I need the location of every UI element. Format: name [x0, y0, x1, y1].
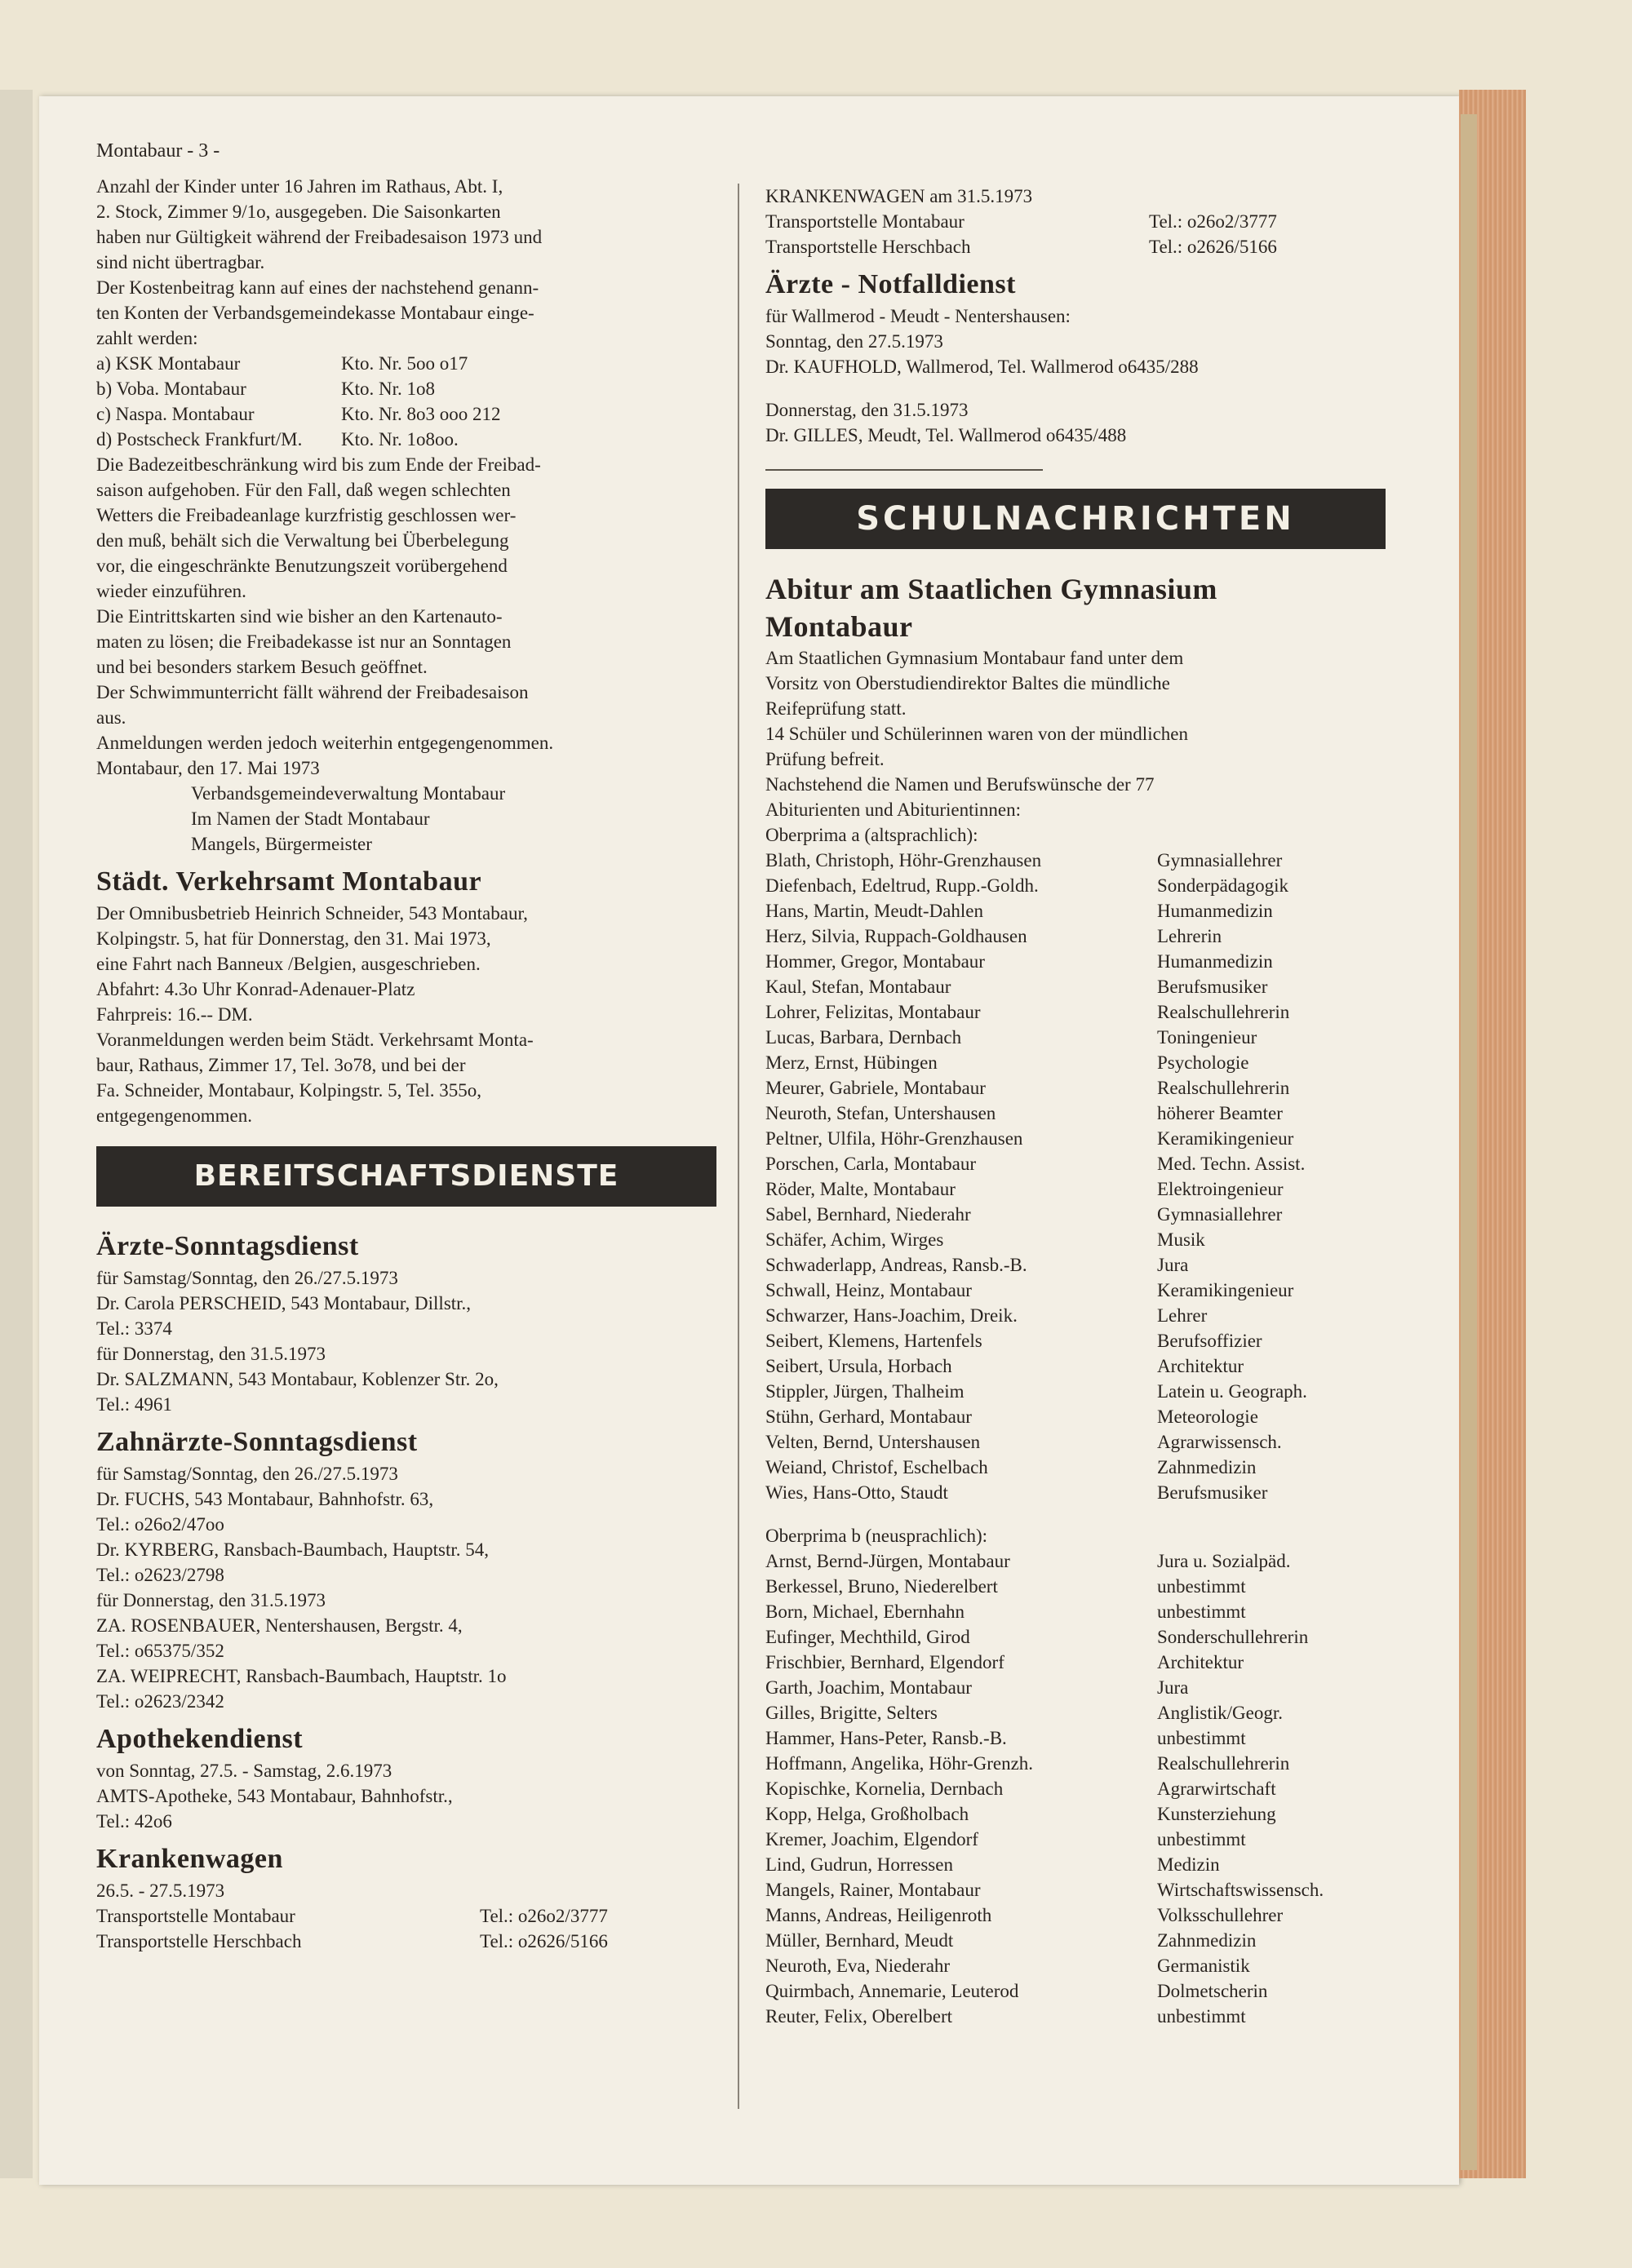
- text-line: Abfahrt: 4.3o Uhr Konrad-Adenauer-Platz: [96, 979, 415, 999]
- student-list-a: [765, 848, 1386, 1505]
- text-line: eine Fahrt nach Banneux /Belgien, ausgeschrieben.: [96, 954, 481, 974]
- student-name: Kopischke, Kornelia, Dernbach: [765, 1779, 1004, 1799]
- career-wish: Berufsoffizier: [1157, 1331, 1262, 1351]
- student-name: Manns, Andreas, Heiligenroth: [765, 1905, 992, 1925]
- section-heading: Montabaur: [765, 610, 913, 643]
- text-line: Oberprima a (altsprachlich):: [765, 825, 978, 845]
- student-name: Lind, Gudrun, Horressen: [765, 1854, 953, 1875]
- list-item: [765, 1548, 1386, 1574]
- text-line: Tel.: 42o6: [96, 1811, 172, 1832]
- student-name: Sabel, Bernhard, Niederahr: [765, 1204, 971, 1225]
- list-item: [765, 873, 1386, 898]
- text-line: Nachstehend die Namen und Berufswünsche der 77: [765, 774, 1155, 795]
- list-item: [765, 1075, 1386, 1101]
- text-line: vor, die eingeschränkte Benutzungszeit vorübergehend: [96, 556, 508, 576]
- list-item: [765, 1801, 1386, 1827]
- career-wish: Psychologie: [1157, 1052, 1249, 1073]
- text-line: aus.: [96, 707, 126, 728]
- schul-banner: SCHULNACHRICHTEN: [765, 489, 1386, 549]
- student-name: Stippler, Jürgen, Thalheim: [765, 1381, 965, 1402]
- student-name: Garth, Joachim, Montabaur: [765, 1677, 972, 1698]
- list-item: [765, 1151, 1386, 1176]
- signature-line: Im Namen der Stadt Montabaur: [191, 808, 430, 829]
- student-name: Quirmbach, Annemarie, Leuterod: [765, 1981, 1019, 2001]
- student-name: Wies, Hans-Otto, Staudt: [765, 1482, 948, 1503]
- account-bank: b) Voba. Montabaur: [96, 379, 246, 399]
- text-line: Reifeprüfung statt.: [765, 698, 907, 719]
- career-wish: Med. Techn. Assist.: [1157, 1154, 1306, 1174]
- text-line: Prüfung befreit.: [765, 749, 885, 769]
- career-wish: Realschullehrerin: [1157, 1002, 1290, 1022]
- text-line: Der Omnibusbetrieb Heinrich Schneider, 543 Montabaur,: [96, 903, 528, 924]
- list-item: [765, 1379, 1386, 1404]
- list-item: [765, 898, 1386, 924]
- text-line: Dr. SALZMANN, 543 Montabaur, Koblenzer Str. 2o,: [96, 1369, 499, 1389]
- text-line: Tel.: o2623/2342: [96, 1691, 224, 1712]
- student-name: Berkessel, Bruno, Niederelbert: [765, 1576, 998, 1597]
- career-wish: Realschullehrerin: [1157, 1753, 1290, 1774]
- career-wish: Agrarwissensch.: [1157, 1432, 1282, 1452]
- text-line: Fahrpreis: 16.-- DM.: [96, 1004, 253, 1025]
- intro-paragraph: [96, 174, 716, 351]
- student-name: Lucas, Barbara, Dernbach: [765, 1027, 962, 1048]
- list-item: [765, 949, 1386, 974]
- signature-line: Verbandsgemeindeverwaltung Montabaur: [191, 783, 506, 804]
- text-line: Der Schwimmunterricht fällt während der Freibadesaison: [96, 682, 529, 702]
- zahn-text: [96, 1461, 716, 1714]
- student-name: Weiand, Christof, Eschelbach: [765, 1457, 988, 1477]
- page-stack-shadow: [1461, 114, 1477, 2170]
- list-item: [765, 1404, 1386, 1429]
- tel-row: [765, 234, 1386, 259]
- list-item: [765, 1953, 1386, 1978]
- tel-place: Transportstelle Herschbach: [765, 237, 971, 257]
- text-line: Dr. Carola PERSCHEID, 543 Montabaur, Dillstr.,: [96, 1293, 472, 1313]
- text-line: KRANKENWAGEN am 31.5.1973: [765, 186, 1033, 206]
- list-item: [765, 924, 1386, 949]
- student-name: Neuroth, Eva, Niederahr: [765, 1956, 951, 1976]
- account-list: [96, 351, 716, 452]
- student-name: Porschen, Carla, Montabaur: [765, 1154, 977, 1174]
- career-wish: Germanistik: [1157, 1956, 1250, 1976]
- list-item: [765, 1700, 1386, 1725]
- student-name: Kremer, Joachim, Elgendorf: [765, 1829, 978, 1849]
- tel-row: [96, 1903, 716, 1929]
- abitur-text: [765, 645, 1386, 848]
- career-wish: Latein u. Geograph.: [1157, 1381, 1307, 1402]
- student-name: Blath, Christoph, Höhr-Grenzhausen: [765, 850, 1042, 870]
- career-wish: Gymnasiallehrer: [1157, 850, 1283, 870]
- list-item: [765, 1126, 1386, 1151]
- list-item: [765, 1202, 1386, 1227]
- tel-number: Tel.: o26o2/3777: [480, 1906, 608, 1926]
- student-name: Seibert, Ursula, Horbach: [765, 1356, 952, 1376]
- account-number: Kto. Nr. 1o8oo.: [341, 429, 459, 450]
- list-item: [765, 1429, 1386, 1455]
- list-item: [765, 1353, 1386, 1379]
- tel-row: [96, 1929, 716, 1954]
- section-heading: Ärzte-Sonntagsdienst: [96, 1231, 359, 1261]
- career-wish: Medizin: [1157, 1854, 1220, 1875]
- student-name: Schwaderlapp, Andreas, Ransb.-B.: [765, 1255, 1027, 1275]
- spacer: [765, 1505, 1386, 1523]
- text-line: sind nicht übertragbar.: [96, 252, 265, 272]
- student-name: Hans, Martin, Meudt-Dahlen: [765, 901, 983, 921]
- student-name: Stühn, Gerhard, Montabaur: [765, 1406, 972, 1427]
- tel-number: Tel.: o2626/5166: [1149, 237, 1277, 257]
- career-wish: Elektroingenieur: [1157, 1179, 1284, 1199]
- career-wish: Berufsmusiker: [1157, 1482, 1268, 1503]
- list-item: [765, 2004, 1386, 2029]
- account-number: Kto. Nr. 8o3 ooo 212: [341, 404, 501, 424]
- student-name: Frischbier, Bernhard, Elgendorf: [765, 1652, 1004, 1672]
- career-wish: Jura u. Sozialpäd.: [1157, 1551, 1291, 1571]
- tel-row: [765, 209, 1386, 234]
- career-wish: Realschullehrerin: [1157, 1078, 1290, 1098]
- list-item: [765, 1903, 1386, 1928]
- text-line: Tel.: 3374: [96, 1318, 172, 1339]
- list-item: [765, 1599, 1386, 1624]
- career-wish: Architektur: [1157, 1652, 1244, 1672]
- student-name: Meurer, Gabriele, Montabaur: [765, 1078, 986, 1098]
- text-line: Der Kostenbeitrag kann auf eines der nachstehend genann-: [96, 277, 539, 298]
- career-wish: unbestimmt: [1157, 1576, 1246, 1597]
- career-wish: Lehrer: [1157, 1305, 1208, 1326]
- student-name: Lohrer, Felizitas, Montabaur: [765, 1002, 981, 1022]
- student-name: Eufinger, Mechthild, Girod: [765, 1627, 970, 1647]
- spacer: [765, 379, 1386, 397]
- tel-place: Transportstelle Montabaur: [96, 1906, 295, 1926]
- career-wish: Gymnasiallehrer: [1157, 1204, 1283, 1225]
- student-name: Hoffmann, Angelika, Höhr-Grenzh.: [765, 1753, 1034, 1774]
- career-wish: Berufsmusiker: [1157, 977, 1268, 997]
- account-number: Kto. Nr. 1o8: [341, 379, 435, 399]
- list-item: [765, 1725, 1386, 1751]
- right-column: [765, 184, 1386, 2029]
- text-line: baur, Rathaus, Zimmer 17, Tel. 3o78, und bei der: [96, 1055, 466, 1075]
- student-name: Merz, Ernst, Hübingen: [765, 1052, 938, 1073]
- list-item: [765, 1624, 1386, 1650]
- student-name: Reuter, Felix, Oberelbert: [765, 2006, 953, 2027]
- career-wish: Architektur: [1157, 1356, 1244, 1376]
- aerzte-text: [96, 1265, 716, 1417]
- text-line: Donnerstag, den 31.5.1973: [765, 400, 969, 420]
- text-line: Anzahl der Kinder unter 16 Jahren im Rathaus, Abt. I,: [96, 176, 503, 197]
- career-wish: Humanmedizin: [1157, 901, 1273, 921]
- career-wish: Humanmedizin: [1157, 951, 1273, 972]
- text-line: für Samstag/Sonntag, den 26./27.5.1973: [96, 1464, 398, 1484]
- text-line: Dr. GILLES, Meudt, Tel. Wallmerod o6435/488: [765, 425, 1127, 445]
- career-wish: unbestimmt: [1157, 2006, 1246, 2027]
- career-wish: unbestimmt: [1157, 1601, 1246, 1622]
- text-line: Vorsitz von Oberstudiendirektor Baltes die mündliche: [765, 673, 1170, 693]
- text-line: Dr. KAUFHOLD, Wallmerod, Tel. Wallmerod o6435/288: [765, 357, 1199, 377]
- career-wish: Meteorologie: [1157, 1406, 1258, 1427]
- list-item: [765, 1101, 1386, 1126]
- list-item: [765, 1877, 1386, 1903]
- text-line: AMTS-Apotheke, 543 Montabaur, Bahnhofstr.,: [96, 1786, 453, 1806]
- account-row: [96, 401, 716, 427]
- student-name: Hommer, Gregor, Montabaur: [765, 951, 985, 972]
- text-line: für Samstag/Sonntag, den 26./27.5.1973: [96, 1268, 398, 1288]
- bereitschaft-banner: BEREITSCHAFTSDIENSTE: [96, 1146, 716, 1207]
- list-item: [765, 1978, 1386, 2004]
- career-wish: Sonderpädagogik: [1157, 875, 1288, 896]
- section-heading: Apothekendienst: [96, 1724, 304, 1754]
- list-item: [765, 1751, 1386, 1776]
- list-item: [765, 1928, 1386, 1953]
- text-line: Fa. Schneider, Montabaur, Kolpingstr. 5, Tel. 355o,: [96, 1080, 482, 1101]
- text-line: wieder einzuführen.: [96, 581, 246, 601]
- career-wish: Anglistik/Geogr.: [1157, 1703, 1283, 1723]
- text-line: ZA. WEIPRECHT, Ransbach-Baumbach, Hauptstr. 1o: [96, 1666, 507, 1686]
- text-line: Tel.: 4961: [96, 1394, 172, 1415]
- career-wish: Lehrerin: [1157, 926, 1222, 946]
- student-name: Born, Michael, Ebernhahn: [765, 1601, 965, 1622]
- column-divider: [738, 184, 739, 2109]
- list-item: [765, 1303, 1386, 1328]
- list-item: [765, 974, 1386, 999]
- previous-page-strip: [0, 90, 33, 2178]
- student-name: Schäfer, Achim, Wirges: [765, 1229, 944, 1250]
- student-name: Arnst, Bernd-Jürgen, Montabaur: [765, 1551, 1010, 1571]
- text-line: für Donnerstag, den 31.5.1973: [96, 1344, 326, 1364]
- text-line: 14 Schüler und Schülerinnen waren von der mündlichen: [765, 724, 1189, 744]
- text-line: Am Staatlichen Gymnasium Montabaur fand unter dem: [765, 648, 1184, 668]
- student-name: Kopp, Helga, Großholbach: [765, 1804, 969, 1824]
- career-wish: Keramikingenieur: [1157, 1280, 1294, 1300]
- career-wish: Keramikingenieur: [1157, 1128, 1294, 1149]
- text-line: Dr. KYRBERG, Ransbach-Baumbach, Hauptstr. 54,: [96, 1539, 490, 1560]
- list-item: [765, 1252, 1386, 1278]
- account-row: [96, 427, 716, 452]
- account-row: [96, 351, 716, 376]
- list-item: [765, 1480, 1386, 1505]
- list-item: [765, 848, 1386, 873]
- text-line: Tel.: o2623/2798: [96, 1565, 224, 1585]
- student-name: Neuroth, Stefan, Untershausen: [765, 1103, 996, 1123]
- list-item: [765, 1278, 1386, 1303]
- career-wish: Musik: [1157, 1229, 1205, 1250]
- section-heading: Ärzte - Notfalldienst: [765, 269, 1016, 299]
- student-name: Hammer, Hans-Peter, Ransb.-B.: [765, 1728, 1007, 1748]
- section-heading: Krankenwagen: [96, 1844, 283, 1874]
- tel-place: Transportstelle Montabaur: [765, 211, 965, 232]
- career-wish: höherer Beamter: [1157, 1103, 1283, 1123]
- career-wish: Agrarwirtschaft: [1157, 1779, 1276, 1799]
- account-bank: a) KSK Montabaur: [96, 353, 241, 374]
- tel-place: Transportstelle Herschbach: [96, 1931, 302, 1951]
- text-line: und bei besonders starkem Besuch geöffnet.: [96, 657, 428, 677]
- text-line: 2. Stock, Zimmer 9/1o, ausgegeben. Die Saisonkarten: [96, 202, 501, 222]
- student-name: Schwarzer, Hans-Joachim, Dreik.: [765, 1305, 1018, 1326]
- text-line: 26.5. - 27.5.1973: [96, 1880, 225, 1901]
- account-number: Kto. Nr. 5oo o17: [341, 353, 468, 374]
- tel-number: Tel.: o2626/5166: [480, 1931, 608, 1951]
- text-line: Sonntag, den 27.5.1973: [765, 331, 943, 352]
- list-item: [765, 1025, 1386, 1050]
- signature-block: [96, 781, 716, 857]
- freibad-paragraph: [96, 452, 716, 781]
- text-line: den muß, behält sich die Verwaltung bei Überbelegung: [96, 530, 509, 551]
- text-line: saison aufgehoben. Für den Fall, daß wegen schlechten: [96, 480, 511, 500]
- signature-line: Mangels, Bürgermeister: [191, 834, 372, 854]
- verkehr-text: [96, 901, 716, 1128]
- career-wish: unbestimmt: [1157, 1728, 1246, 1748]
- section-rule: [765, 469, 1043, 471]
- text-line: Wetters die Freibadeanlage kurzfristig geschlossen wer-: [96, 505, 517, 525]
- list-item: [765, 1455, 1386, 1480]
- text-line: ten Konten der Verbandsgemeindekasse Montabaur einge-: [96, 303, 534, 323]
- student-name: Gilles, Brigitte, Selters: [765, 1703, 938, 1723]
- text-line: haben nur Gültigkeit während der Freibadesaison 1973 und: [96, 227, 543, 247]
- text-line: Anmeldungen werden jedoch weiterhin entgegengenommen.: [96, 733, 554, 753]
- apotheke-text: [96, 1758, 716, 1834]
- list-item: [765, 1852, 1386, 1877]
- career-wish: Volksschullehrer: [1157, 1905, 1284, 1925]
- list-item: [765, 1776, 1386, 1801]
- list-item: [765, 1574, 1386, 1599]
- career-wish: Dolmetscherin: [1157, 1981, 1268, 2001]
- career-wish: Jura: [1157, 1255, 1189, 1275]
- career-wish: Sonderschullehrerin: [1157, 1627, 1309, 1647]
- text-line: für Donnerstag, den 31.5.1973: [96, 1590, 326, 1610]
- text-line: Dr. FUCHS, 543 Montabaur, Bahnhofstr. 63,: [96, 1489, 434, 1509]
- student-name: Velten, Bernd, Untershausen: [765, 1432, 981, 1452]
- text-line: maten zu lösen; die Freibadekasse ist nur an Sonntagen: [96, 631, 512, 652]
- career-wish: Kunsterziehung: [1157, 1804, 1276, 1824]
- notfall-text: [765, 303, 1386, 448]
- text-line: Kolpingstr. 5, hat für Donnerstag, den 31. Mai 1973,: [96, 928, 491, 949]
- class-label: Oberprima b (neusprachlich):: [765, 1526, 988, 1546]
- text-line: zahlt werden:: [96, 328, 198, 348]
- list-item: [765, 1650, 1386, 1675]
- text-line: Voranmeldungen werden beim Städt. Verkehrsamt Monta-: [96, 1030, 534, 1050]
- career-wish: Zahnmedizin: [1157, 1457, 1257, 1477]
- account-row: [96, 376, 716, 401]
- text-line: Die Eintrittskarten sind wie bisher an den Kartenauto-: [96, 606, 503, 627]
- student-name: Schwall, Heinz, Montabaur: [765, 1280, 972, 1300]
- career-wish: Wirtschaftswissensch.: [1157, 1880, 1324, 1900]
- career-wish: Jura: [1157, 1677, 1189, 1698]
- list-item: [765, 1227, 1386, 1252]
- list-item: [765, 1328, 1386, 1353]
- career-wish: Zahnmedizin: [1157, 1930, 1257, 1951]
- career-wish: Toningenieur: [1157, 1027, 1257, 1048]
- text-line: von Sonntag, 27.5. - Samstag, 2.6.1973: [96, 1761, 392, 1781]
- section-heading: Städt. Verkehrsamt Montabaur: [96, 866, 482, 897]
- account-bank: c) Naspa. Montabaur: [96, 404, 255, 424]
- text-line: Die Badezeitbeschränkung wird bis zum Ende der Freibad-: [96, 454, 541, 475]
- student-name: Herz, Silvia, Ruppach-Goldhausen: [765, 926, 1027, 946]
- student-list-b: [765, 1548, 1386, 2029]
- student-name: Mangels, Rainer, Montabaur: [765, 1880, 981, 1900]
- tel-number: Tel.: o26o2/3777: [1149, 211, 1277, 232]
- text-line: Abiturienten und Abiturientinnen:: [765, 800, 1022, 820]
- list-item: [765, 1675, 1386, 1700]
- list-item: [765, 999, 1386, 1025]
- left-column: [96, 139, 716, 1954]
- running-head: Montabaur - 3 -: [96, 140, 220, 162]
- text-line: Tel.: o65375/352: [96, 1641, 224, 1661]
- text-line: entgegengenommen.: [96, 1105, 252, 1126]
- student-name: Müller, Bernhard, Meudt: [765, 1930, 954, 1951]
- account-bank: d) Postscheck Frankfurt/M.: [96, 429, 303, 450]
- text-line: ZA. ROSENBAUER, Nentershausen, Bergstr. 4,: [96, 1615, 463, 1636]
- section-heading: Zahnärzte-Sonntagsdienst: [96, 1427, 418, 1457]
- text-line: Tel.: o26o2/47oo: [96, 1514, 224, 1535]
- student-name: Seibert, Klemens, Hartenfels: [765, 1331, 982, 1351]
- student-name: Röder, Malte, Montabaur: [765, 1179, 956, 1199]
- list-item: [765, 1827, 1386, 1852]
- text-line: Montabaur, den 17. Mai 1973: [96, 758, 320, 778]
- student-name: Kaul, Stefan, Montabaur: [765, 977, 951, 997]
- career-wish: unbestimmt: [1157, 1829, 1246, 1849]
- section-heading: Abitur am Staatlichen Gymnasium: [765, 573, 1217, 605]
- list-item: [765, 1050, 1386, 1075]
- text-line: für Wallmerod - Meudt - Nentershausen:: [765, 306, 1071, 326]
- list-item: [765, 1176, 1386, 1202]
- student-name: Peltner, Ulfila, Höhr-Grenzhausen: [765, 1128, 1023, 1149]
- student-name: Diefenbach, Edeltrud, Rupp.-Goldh.: [765, 875, 1039, 896]
